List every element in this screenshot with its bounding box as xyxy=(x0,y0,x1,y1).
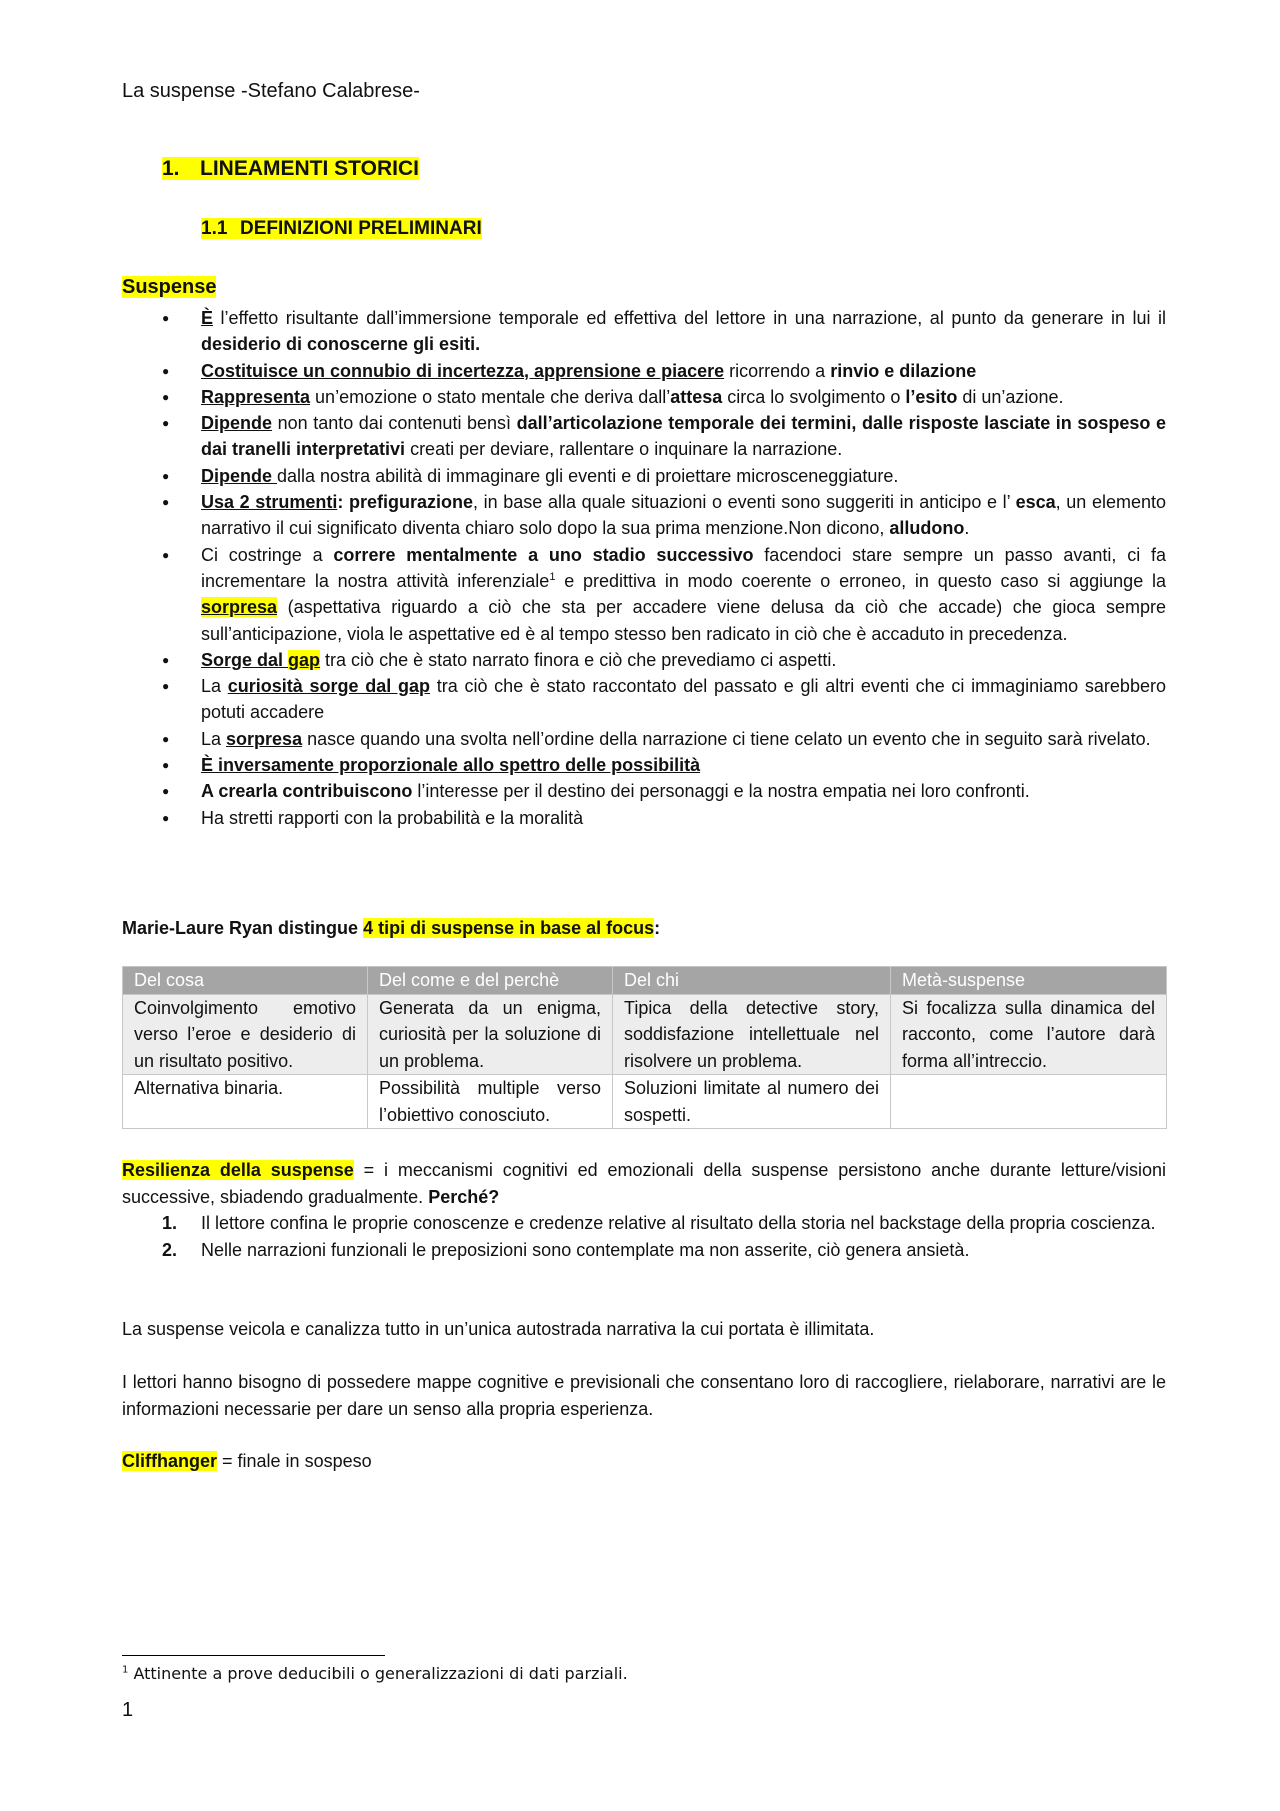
page-number: 1 xyxy=(122,1699,134,1721)
list-item: ● Dipende non tanto dai contenuti bensì dall’articolazione temporale dei termini, dalle risposte lasciate in sospeso e dai tranelli interpretativi creati per deviare, rallentare o inquinare la narrazione. xyxy=(122,410,1166,463)
footnote-separator xyxy=(122,1655,385,1656)
table-row xyxy=(123,1075,1167,1129)
table-cell xyxy=(891,1075,1167,1129)
table-header-del-come: Del come e del perchè xyxy=(368,967,613,995)
list-item: 1. Il lettore confina le proprie conoscenze e credenze relative al risultato della storia nel backstage della propria coscienza. xyxy=(162,1213,1156,1233)
table-row xyxy=(123,994,1167,1075)
list-item: ● Ci costringe a correre mentalmente a uno stadio successivo facendoci stare sempre un passo avanti, ci fa incrementare la nostra attività inferenziale$^1$ e predittiva in modo coerente o erroneo, in questo caso si aggiunge la sorpresa (aspettativa riguardo a ciò che sta per accadere viene delusa da ciò che accade) che gioca sempre sull’anticipazione, viola le aspettative ed è al tempo stesso ben radicato in ciò che è accaduto in precedenza. xyxy=(122,542,1166,647)
table-cell: Si focalizza sulla dinamica del racconto, come l’autore darà forma all’intreccio. xyxy=(891,994,1167,1075)
lettori-paragraph: I lettori hanno bisogno di possedere mappe cognitive e previsionali che consentano loro di raccogliere, rielaborare, narrativi are le informazioni necessarie per dare un senso alla propria esperienza. xyxy=(122,1372,1166,1419)
list-item: ● Dipende dalla nostra abilità di immaginare gli eventi e di proiettare microsceneggiature. xyxy=(122,463,1166,489)
list-item: ● La curiosità sorge dal gap tra ciò che è stato raccontato del passato e gli altri eventi che ci immaginiamo sarebbero potuti accadere xyxy=(122,673,1166,726)
list-item: ● Costituisce un connubio di incertezza, apprensione e piacere ricorrendo a rinvio e dilazione xyxy=(122,358,1166,384)
document-header: La suspense -Stefano Calabrese- xyxy=(122,80,420,102)
cliffhanger-paragraph: Cliffhanger = finale in sospeso xyxy=(122,1451,372,1471)
list-item: ● È l’effetto risultante dall’immersione temporale ed effettiva del lettore in una narrazione, al punto da generare in lui il desiderio di conoscerne gli esiti. xyxy=(122,305,1166,358)
ryan-intro: Marie-Laure Ryan distingue 4 tipi di suspense in base al focus: xyxy=(122,918,661,938)
autostrada-paragraph: La suspense veicola e canalizza tutto in un’unica autostrada narrativa la cui portata è illimitata. xyxy=(122,1319,875,1339)
table-header-meta-suspense: Metà-suspense xyxy=(891,967,1167,995)
heading-lineamenti-storici: 1. LINEAMENTI STORICI xyxy=(162,157,419,180)
list-item: 2. Nelle narrazioni funzionali le preposizioni sono contemplate ma non asserite, ciò genera ansietà. xyxy=(162,1239,970,1260)
footnote-reference[interactable]: 1 xyxy=(549,570,556,583)
list-item: ● Ha stretti rapporti con la probabilità e la moralità xyxy=(122,805,1166,831)
table-cell: Possibilità multiple verso l’obiettivo conosciuto. xyxy=(368,1075,613,1129)
table-header-del-cosa: Del cosa xyxy=(123,967,368,995)
suspense-bullet-list xyxy=(122,305,1166,831)
table-header-del-chi: Del chi xyxy=(613,967,891,995)
table-cell: Alternativa binaria. xyxy=(123,1075,368,1129)
heading-definizioni-preliminari: 1.1 DEFINIZIONI PRELIMINARI xyxy=(201,218,482,239)
list-item: ● È inversamente proporzionale allo spettro delle possibilità xyxy=(122,752,1166,778)
list-item: ● A crearla contribuiscono l’interesse per il destino dei personaggi e la nostra empatia nei loro confronti. xyxy=(122,778,1166,804)
footnote: $^1$ Attinente a prove deducibili o generalizzazioni di dati parziali. xyxy=(122,1664,628,1683)
list-item: ● Rappresenta un’emozione o stato mentale che deriva dall’attesa circa lo svolgimento o l’esito di un’azione. xyxy=(122,384,1166,410)
table-cell: Soluzioni limitate al numero dei sospetti. xyxy=(613,1075,891,1129)
list-item: ● La sorpresa nasce quando una svolta nell’ordine della narrazione ci tiene celato un evento che in seguito sarà rivelato. xyxy=(122,726,1166,752)
suspense-types-table xyxy=(122,966,1167,1129)
section-title-suspense: Suspense xyxy=(122,276,217,298)
list-item: ● Usa 2 strumenti: prefigurazione, in base alla quale situazioni o eventi sono suggeriti in anticipo e l’ esca, un elemento narrativo il cui significato diventa chiaro solo dopo la sua prima menzione.Non dicono, alludono. xyxy=(122,489,1166,542)
resilienza-paragraph: Resilienza della suspense = i meccanismi cognitivi ed emozionali della suspense persistono anche durante letture/visioni successive, sbiadendo gradualmente. Perché? xyxy=(122,1160,1166,1207)
list-item: ● Sorge dal gap tra ciò che è stato narrato finora e ciò che prevediamo ci aspetti. xyxy=(122,647,1166,673)
reasons-list xyxy=(122,1210,1166,1263)
table-cell: Tipica della detective story, soddisfazione intellettuale nel risolvere un problema. xyxy=(613,994,891,1075)
table-cell: Coinvolgimento emotivo verso l’eroe e desiderio di un risultato positivo. xyxy=(123,994,368,1075)
table-cell: Generata da un enigma, curiosità per la soluzione di un problema. xyxy=(368,994,613,1075)
